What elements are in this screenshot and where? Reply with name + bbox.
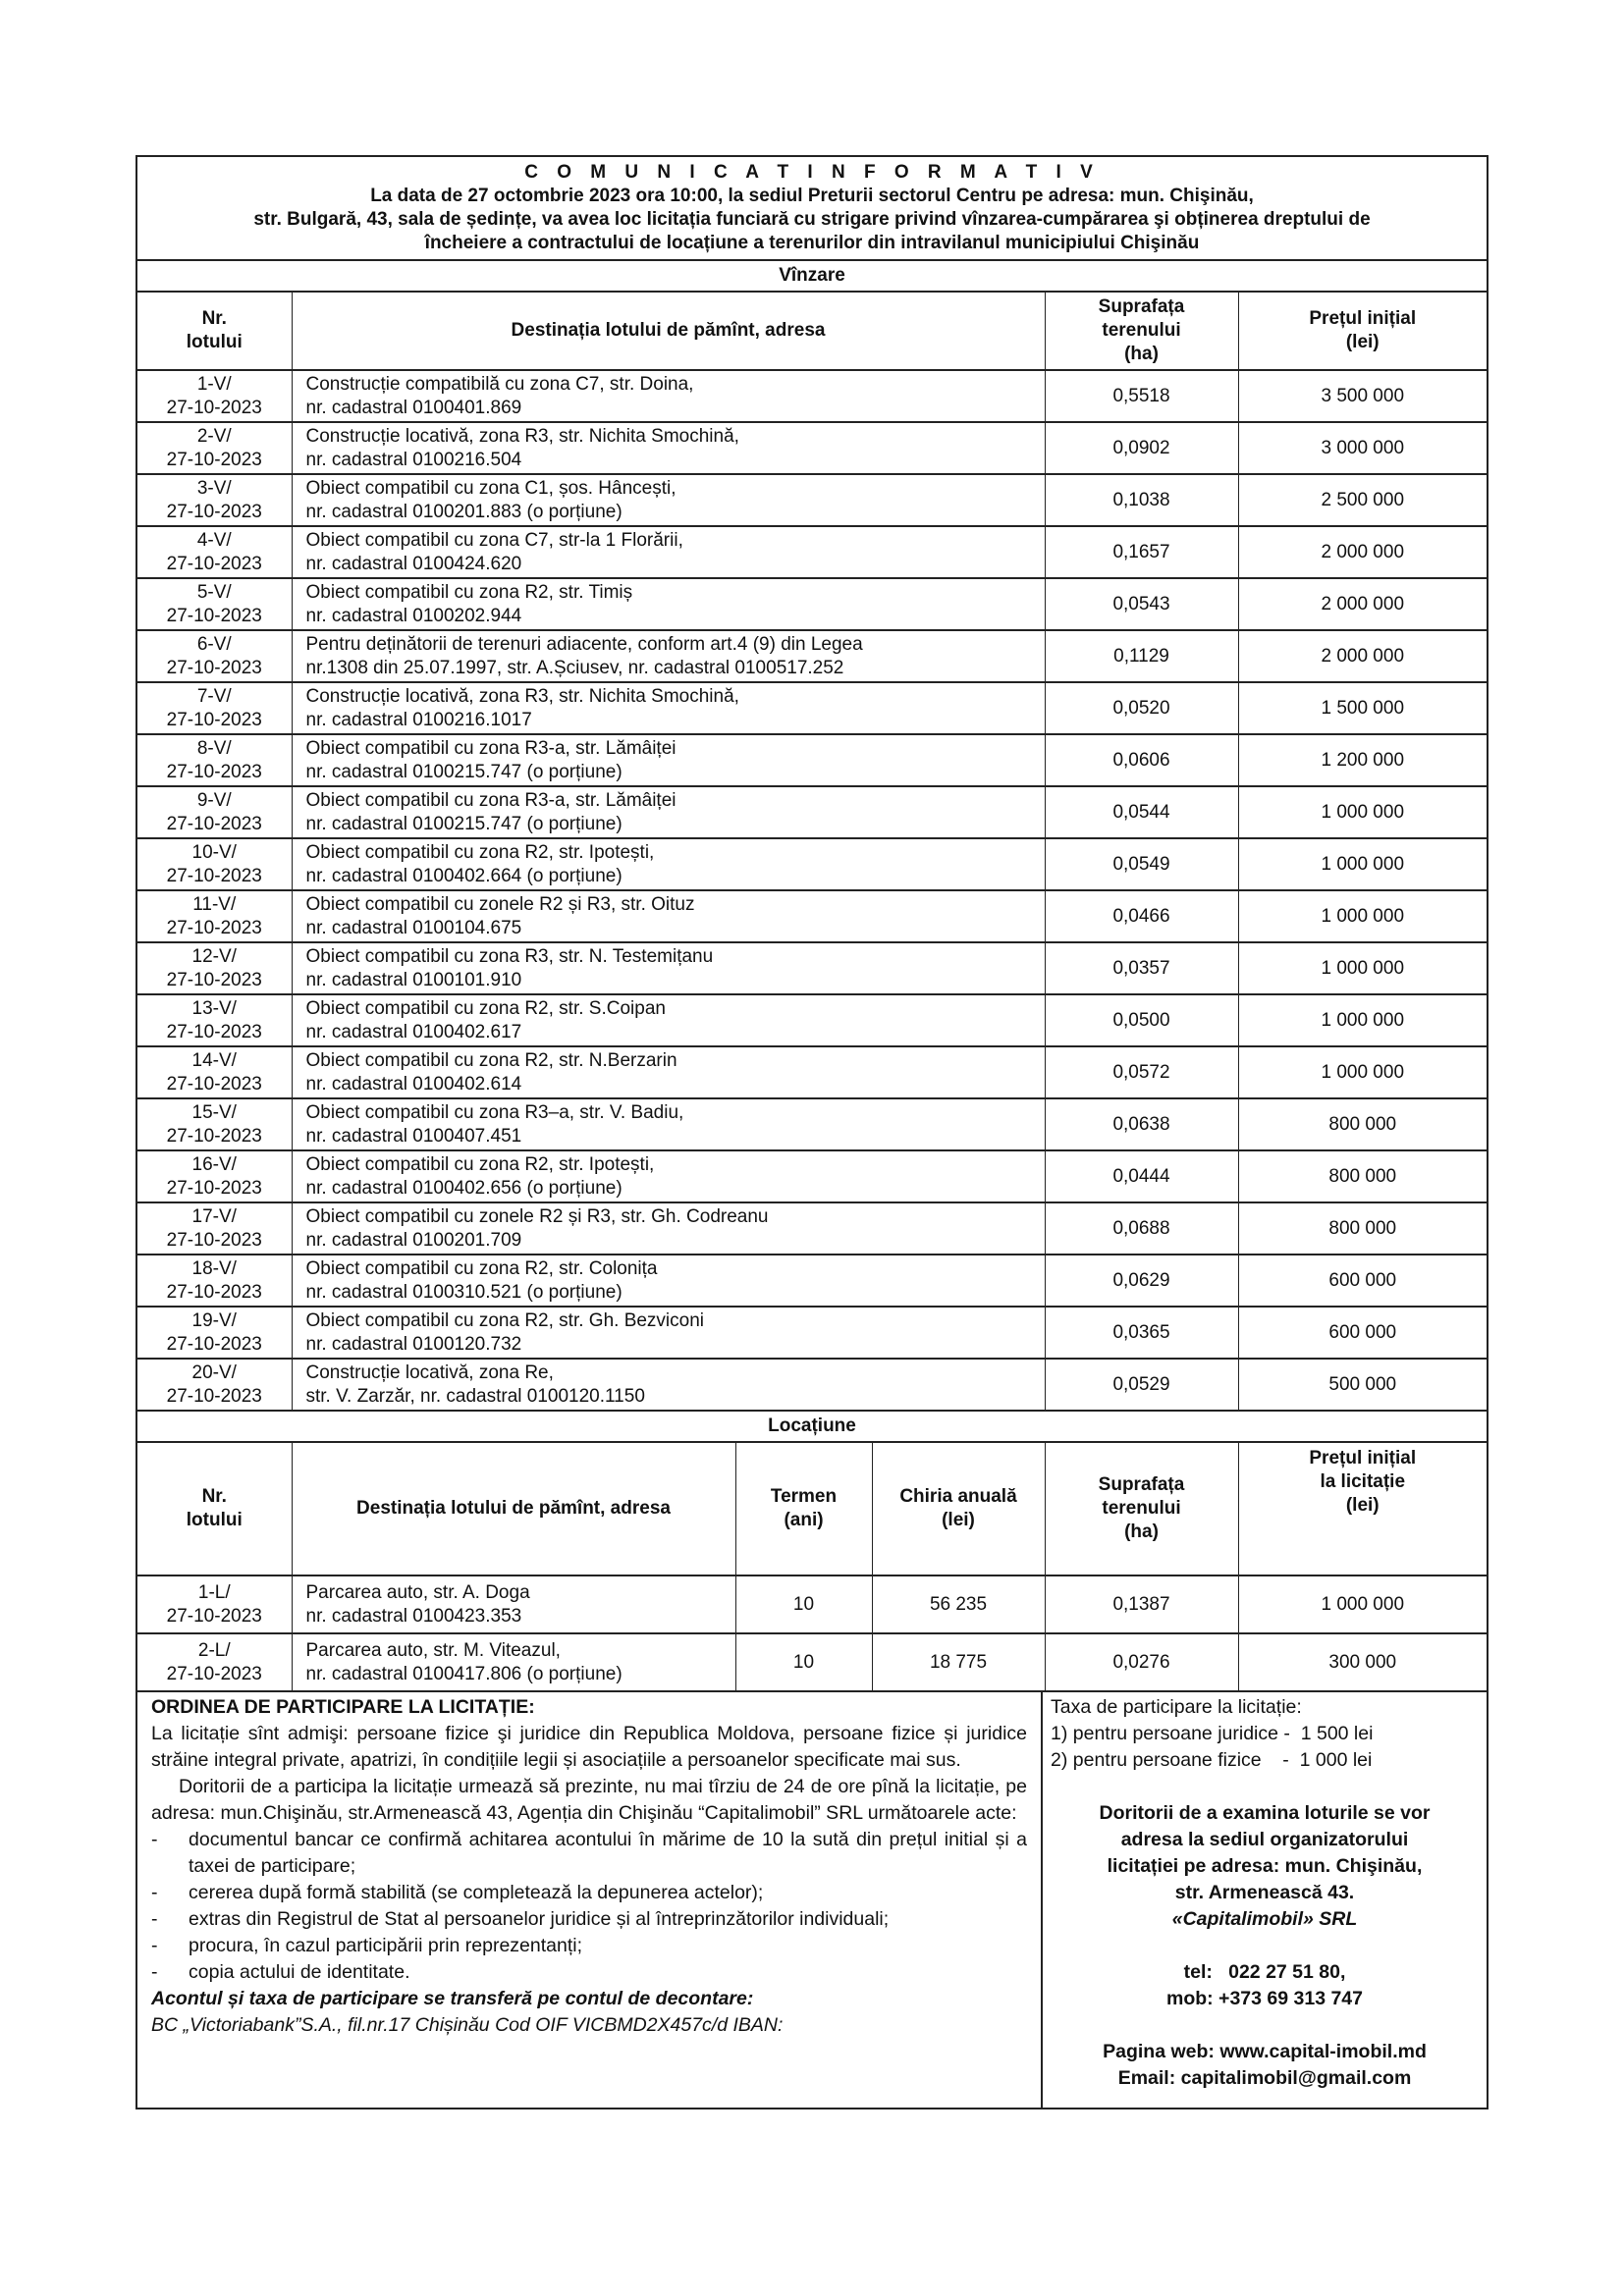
lot-initial-price: 800 000	[1238, 1098, 1487, 1150]
lot-area: 0,0688	[1045, 1202, 1238, 1255]
lot-destination: Obiect compatibil cu zona R2, str. Ipotești, nr. cadastral 0100402.656 (o porțiune)	[292, 1150, 1045, 1202]
lot-destination: Obiect compatibil cu zona R3, str. N. Testemițanu nr. cadastral 0100101.910	[292, 942, 1045, 994]
document-header	[137, 157, 1487, 261]
participation-heading: ORDINEA DE PARTICIPARE LA LICITAȚIE:	[151, 1696, 535, 1718]
lot-area: 0,0544	[1045, 786, 1238, 838]
lot-area: 0,1657	[1045, 526, 1238, 578]
email-link[interactable]: Email: capitalimobil@gmail.com	[1117, 2067, 1412, 2089]
lot-initial-price: 1 200 000	[1238, 734, 1487, 786]
sale-table-header	[137, 293, 1487, 370]
lease-term: 10	[735, 1575, 872, 1633]
lot-destination: Parcarea auto, str. A. Doga nr. cadastral 0100423.353	[292, 1575, 735, 1633]
mobile-number: mob: +373 69 313 747	[1165, 1988, 1363, 2009]
lease-table-row	[137, 1633, 1487, 1691]
participation-paragraph-1: La licitație sînt admişi: persoane fizice şi juridice din Republica Moldova, persoane fizice și juridice străine integral private, apatrizi, în condițiile legii și asociațiile a persoanelor specificate mai sus.	[151, 1723, 1027, 1771]
lot-destination: Obiect compatibil cu zona R2, str. Ipotești, nr. cadastral 0100402.664 (o porțiune)	[292, 838, 1045, 890]
exam-line-3: licitației pe adresa: mun. Chişinău,	[1107, 1855, 1423, 1877]
exam-line-1: Doritorii de a examina loturile se vor	[1099, 1802, 1431, 1824]
lot-number: 13-V/ 27-10-2023	[137, 994, 292, 1046]
lot-area: 0,0902	[1045, 422, 1238, 474]
lot-area: 0,0500	[1045, 994, 1238, 1046]
lot-area: 0,1387	[1045, 1575, 1238, 1633]
sale-table-row	[137, 682, 1487, 734]
lot-initial-price: 800 000	[1238, 1202, 1487, 1255]
header-line-3: încheiere a contractului de locațiune a terenurilor din intravilanul municipiului Chişinău	[424, 233, 1200, 253]
participation-rules	[137, 1692, 1043, 2108]
lot-number: 11-V/ 27-10-2023	[137, 890, 292, 942]
col-initial-price: Prețul inițial (lei)	[1238, 293, 1487, 370]
lot-area: 0,1038	[1045, 474, 1238, 526]
lot-initial-price: 1 000 000	[1238, 890, 1487, 942]
lot-initial-price: 3 000 000	[1238, 422, 1487, 474]
lot-number: 18-V/ 27-10-2023	[137, 1255, 292, 1307]
participation-paragraph-2: Doritorii de a participa la licitație urmează să prezinte, nu mai tîrziu de 24 de ore pînă la licitație, pe adresa: mun.Chişinău, str.Armenească 43, Agenția din Chişinău “Capitalimobil” SRL următoarele acte:	[151, 1776, 1027, 1824]
annual-rent: 18 775	[872, 1633, 1045, 1691]
lot-number: 1-V/ 27-10-2023	[137, 370, 292, 422]
lot-initial-price: 1 000 000	[1238, 1575, 1487, 1633]
sale-table-row	[137, 1150, 1487, 1202]
sale-table-row	[137, 1098, 1487, 1150]
col-area: Suprafața terenului (ha)	[1045, 293, 1238, 370]
dash-bullet-icon: -	[151, 1935, 158, 1956]
required-document-item: - documentul bancar ce confirmă achitarea acontului în mărime de 10 la sută din prețul initial și a taxei de participare;	[151, 1827, 1027, 1880]
lot-initial-price: 3 500 000	[1238, 370, 1487, 422]
lot-initial-price: 600 000	[1238, 1255, 1487, 1307]
lot-area: 0,0629	[1045, 1255, 1238, 1307]
sale-table-row	[137, 370, 1487, 422]
lot-initial-price: 2 000 000	[1238, 630, 1487, 682]
required-document-item: - cererea după formă stabilită (se completează la depunerea actelor);	[151, 1880, 1027, 1906]
lot-number: 6-V/ 27-10-2023	[137, 630, 292, 682]
sale-table-row	[137, 838, 1487, 890]
fee-legal-entities: 1) pentru persoane juridice - 1 500 lei	[1051, 1723, 1374, 1744]
lot-number: 9-V/ 27-10-2023	[137, 786, 292, 838]
col-term: Termen (ani)	[735, 1443, 872, 1575]
lot-destination: Obiect compatibil cu zonele R2 și R3, str. Oituz nr. cadastral 0100104.675	[292, 890, 1045, 942]
lot-destination: Construcție locativă, zona Re, str. V. Zarzăr, nr. cadastral 0100120.1150	[292, 1359, 1045, 1411]
sale-table-row	[137, 786, 1487, 838]
lot-number: 4-V/ 27-10-2023	[137, 526, 292, 578]
lease-table-row	[137, 1575, 1487, 1633]
lot-number: 20-V/ 27-10-2023	[137, 1359, 292, 1411]
lot-area: 0,0520	[1045, 682, 1238, 734]
lot-initial-price: 600 000	[1238, 1307, 1487, 1359]
lot-initial-price: 2 000 000	[1238, 526, 1487, 578]
sale-table-row	[137, 474, 1487, 526]
lot-area: 0,0444	[1045, 1150, 1238, 1202]
lot-destination: Obiect compatibil cu zona C1, șos. Hâncești, nr. cadastral 0100201.883 (o porțiune)	[292, 474, 1045, 526]
lease-term: 10	[735, 1633, 872, 1691]
lot-initial-price: 2 000 000	[1238, 578, 1487, 630]
lot-area: 0,0276	[1045, 1633, 1238, 1691]
dash-bullet-icon: -	[151, 1882, 158, 1903]
annual-rent: 56 235	[872, 1575, 1045, 1633]
lot-initial-price: 2 500 000	[1238, 474, 1487, 526]
lot-area: 0,0543	[1045, 578, 1238, 630]
exam-line-4: str. Armenească 43.	[1174, 1882, 1355, 1903]
sale-section-title: Vînzare	[137, 261, 1487, 293]
col-annual-rent: Chiria anuală (lei)	[872, 1443, 1045, 1575]
document-title: C O M U N I C A T I N F O R M A T I V	[524, 162, 1100, 183]
lot-number: 2-L/ 27-10-2023	[137, 1633, 292, 1691]
website-link[interactable]: Pagina web: www.capital-imobil.md	[1103, 2041, 1427, 2062]
lot-initial-price: 1 500 000	[1238, 682, 1487, 734]
dash-bullet-icon: -	[151, 1908, 158, 1930]
col-lot-number: Nr. lotului	[137, 1443, 292, 1575]
dash-bullet-icon: -	[151, 1961, 158, 1983]
bank-details: BC „Victoriabank”S.A., fil.nr.17 Chișinău Cod OIF VICBMD2X457c/d IBAN:	[151, 2014, 784, 2036]
lot-destination: Parcarea auto, str. M. Viteazul, nr. cadastral 0100417.806 (o porțiune)	[292, 1633, 735, 1691]
phone-number: tel: 022 27 51 80,	[1183, 1961, 1346, 1983]
required-document-item: - extras din Registrul de Stat al persoanelor juridice și al întreprinzătorilor individuali;	[151, 1906, 1027, 1933]
required-documents-list	[151, 1827, 1027, 1986]
lot-number: 10-V/ 27-10-2023	[137, 838, 292, 890]
required-document-item: - procura, în cazul participării prin reprezentanți;	[151, 1933, 1027, 1959]
lot-number: 15-V/ 27-10-2023	[137, 1098, 292, 1150]
lot-destination: Obiect compatibil cu zona R3-a, str. Lămâiței nr. cadastral 0100215.747 (o porțiune)	[292, 734, 1045, 786]
lease-section-title: Locațiune	[137, 1412, 1487, 1443]
lot-area: 0,0529	[1045, 1359, 1238, 1411]
lot-area: 0,0357	[1045, 942, 1238, 994]
lot-number: 8-V/ 27-10-2023	[137, 734, 292, 786]
lot-area: 0,0638	[1045, 1098, 1238, 1150]
lot-destination: Obiect compatibil cu zona R3–a, str. V. Badiu, nr. cadastral 0100407.451	[292, 1098, 1045, 1150]
lot-number: 2-V/ 27-10-2023	[137, 422, 292, 474]
lot-initial-price: 800 000	[1238, 1150, 1487, 1202]
col-initial-price: Prețul inițial la licitație (lei)	[1238, 1443, 1487, 1575]
lot-number: 5-V/ 27-10-2023	[137, 578, 292, 630]
lot-initial-price: 1 000 000	[1238, 838, 1487, 890]
lot-area: 0,0572	[1045, 1046, 1238, 1098]
lot-destination: Construcție locativă, zona R3, str. Nichita Smochină, nr. cadastral 0100216.1017	[292, 682, 1045, 734]
lot-destination: Obiect compatibil cu zona R2, str. Timiș nr. cadastral 0100202.944	[292, 578, 1045, 630]
sale-table-row	[137, 890, 1487, 942]
lot-number: 17-V/ 27-10-2023	[137, 1202, 292, 1255]
fees-and-contact	[1043, 1692, 1487, 2108]
footer-section	[137, 1692, 1487, 2108]
lot-destination: Obiect compatibil cu zona R3-a, str. Lămâiței nr. cadastral 0100215.747 (o porțiune)	[292, 786, 1045, 838]
lot-number: 1-L/ 27-10-2023	[137, 1575, 292, 1633]
lot-destination: Pentru deținătorii de terenuri adiacente, conform art.4 (9) din Legea nr.1308 din 25.07.1997, str. A.Șciusev, nr. cadastral 0100517.252	[292, 630, 1045, 682]
sale-table-row	[137, 1359, 1487, 1411]
lot-destination: Obiect compatibil cu zona R2, str. Colonița nr. cadastral 0100310.521 (o porțiune)	[292, 1255, 1045, 1307]
col-area: Suprafața terenului (ha)	[1045, 1443, 1238, 1575]
lot-number: 14-V/ 27-10-2023	[137, 1046, 292, 1098]
transfer-heading: Acontul și taxa de participare se transferă pe contul de decontare:	[151, 1988, 754, 2009]
header-line-1: La data de 27 octombrie 2023 ora 10:00, la sediul Preturii sectorul Centru pe adresa: mun. Chişinău,	[370, 186, 1254, 206]
col-destination: Destinația lotului de pămînt, adresa	[292, 1443, 735, 1575]
lot-area: 0,0549	[1045, 838, 1238, 890]
lot-destination: Obiect compatibil cu zona C7, str-la 1 Florării, nr. cadastral 0100424.620	[292, 526, 1045, 578]
lot-initial-price: 1 000 000	[1238, 942, 1487, 994]
header-line-2: str. Bulgară, 43, sala de ședințe, va avea loc licitația funciară cu strigare privind vînzarea-cumpărarea şi obținerea dreptului de	[253, 209, 1371, 230]
lot-area: 0,0466	[1045, 890, 1238, 942]
lot-initial-price: 1 000 000	[1238, 1046, 1487, 1098]
lot-initial-price: 500 000	[1238, 1359, 1487, 1411]
exam-line-2: adresa la sediul organizatorului	[1120, 1829, 1409, 1850]
sale-table-row	[137, 526, 1487, 578]
sale-table-row	[137, 994, 1487, 1046]
sale-table-row	[137, 630, 1487, 682]
sale-table-row	[137, 942, 1487, 994]
sale-table-row	[137, 1202, 1487, 1255]
lot-number: 16-V/ 27-10-2023	[137, 1150, 292, 1202]
lot-area: 0,1129	[1045, 630, 1238, 682]
lot-destination: Obiect compatibil cu zona R2, str. Gh. Bezviconi nr. cadastral 0100120.732	[292, 1307, 1045, 1359]
lot-number: 3-V/ 27-10-2023	[137, 474, 292, 526]
lot-destination: Obiect compatibil cu zonele R2 și R3, str. Gh. Codreanu nr. cadastral 0100201.709	[292, 1202, 1045, 1255]
sale-table-row	[137, 734, 1487, 786]
sale-table-row	[137, 1046, 1487, 1098]
col-destination: Destinația lotului de pămînt, adresa	[292, 293, 1045, 370]
dash-bullet-icon: -	[151, 1829, 158, 1850]
announcement-document	[135, 155, 1489, 2109]
lot-initial-price: 1 000 000	[1238, 786, 1487, 838]
company-name: «Capitalimobil» SRL	[1171, 1908, 1358, 1930]
lot-area: 0,5518	[1045, 370, 1238, 422]
lot-area: 0,0606	[1045, 734, 1238, 786]
lot-destination: Obiect compatibil cu zona R2, str. S.Coipan nr. cadastral 0100402.617	[292, 994, 1045, 1046]
lot-number: 7-V/ 27-10-2023	[137, 682, 292, 734]
col-lot-number: Nr. lotului	[137, 293, 292, 370]
sale-table-row	[137, 1307, 1487, 1359]
sale-table	[137, 293, 1487, 1412]
fee-individuals: 2) pentru persoane fizice - 1 000 lei	[1051, 1749, 1373, 1771]
lease-table	[137, 1443, 1487, 1692]
required-document-item: - copia actului de identitate.	[151, 1959, 1027, 1986]
lot-destination: Obiect compatibil cu zona R2, str. N.Berzarin nr. cadastral 0100402.614	[292, 1046, 1045, 1098]
fees-title: Taxa de participare la licitație:	[1051, 1696, 1302, 1718]
lot-number: 12-V/ 27-10-2023	[137, 942, 292, 994]
lot-initial-price: 1 000 000	[1238, 994, 1487, 1046]
lot-destination: Construcție locativă, zona R3, str. Nichita Smochină, nr. cadastral 0100216.504	[292, 422, 1045, 474]
lot-number: 19-V/ 27-10-2023	[137, 1307, 292, 1359]
lot-initial-price: 300 000	[1238, 1633, 1487, 1691]
lot-destination: Construcție compatibilă cu zona C7, str. Doina, nr. cadastral 0100401.869	[292, 370, 1045, 422]
sale-table-row	[137, 1255, 1487, 1307]
sale-table-row	[137, 578, 1487, 630]
lease-table-header	[137, 1443, 1487, 1575]
sale-table-row	[137, 422, 1487, 474]
lot-area: 0,0365	[1045, 1307, 1238, 1359]
